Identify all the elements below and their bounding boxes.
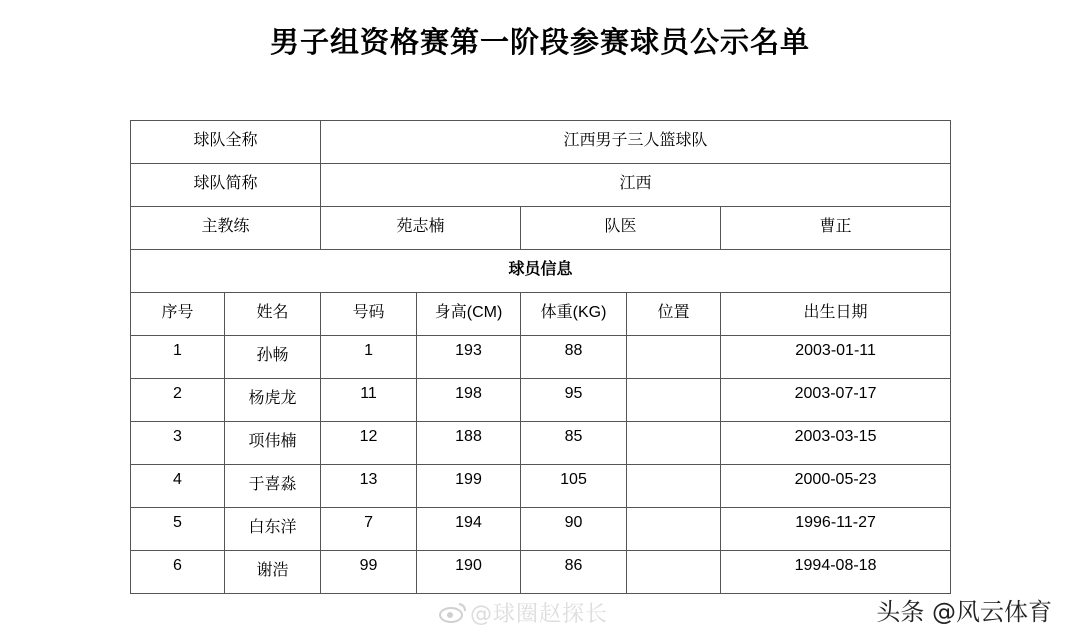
cell-birth: 2003-07-17 — [721, 379, 951, 422]
cell-index: 4 — [131, 465, 225, 508]
cell-index: 3 — [131, 422, 225, 465]
page-title: 男子组资格赛第一阶段参赛球员公示名单 — [269, 25, 810, 59]
team-short-name-label: 球队简称 — [131, 164, 321, 207]
table-row — [131, 422, 951, 465]
cell-birth: 1996-11-27 — [721, 508, 951, 551]
cell-number: 12 — [321, 422, 417, 465]
cell-number: 11 — [321, 379, 417, 422]
table-row — [131, 336, 951, 379]
doctor-name: 曹正 — [721, 207, 951, 250]
table-row — [131, 379, 951, 422]
column-header: 身高(CM) — [417, 293, 521, 336]
team-full-name-label: 球队全称 — [131, 121, 321, 164]
cell-index: 6 — [131, 551, 225, 594]
cell-position — [627, 508, 721, 551]
header-row — [131, 293, 951, 336]
column-header: 位置 — [627, 293, 721, 336]
roster-table — [130, 120, 951, 594]
staff-row — [131, 207, 951, 250]
cell-index: 1 — [131, 336, 225, 379]
column-header: 出生日期 — [721, 293, 951, 336]
table-row — [131, 551, 951, 594]
cell-height: 188 — [417, 422, 521, 465]
cell-height: 198 — [417, 379, 521, 422]
cell-birth: 2000-05-23 — [721, 465, 951, 508]
source-credit: 头条 @风云体育 — [876, 598, 1052, 626]
cell-number: 13 — [321, 465, 417, 508]
team-full-name: 江西男子三人篮球队 — [321, 121, 951, 164]
cell-birth: 2003-01-11 — [721, 336, 951, 379]
weibo-logo-icon — [437, 600, 469, 624]
cell-position — [627, 379, 721, 422]
cell-height: 199 — [417, 465, 521, 508]
cell-birth: 1994-08-18 — [721, 551, 951, 594]
cell-index: 2 — [131, 379, 225, 422]
cell-height: 193 — [417, 336, 521, 379]
cell-name: 白东洋 — [225, 508, 321, 551]
cell-height: 194 — [417, 508, 521, 551]
doctor-label: 队医 — [521, 207, 721, 250]
cell-weight: 85 — [521, 422, 627, 465]
cell-position — [627, 465, 721, 508]
cell-weight: 105 — [521, 465, 627, 508]
coach-label: 主教练 — [131, 207, 321, 250]
column-header: 序号 — [131, 293, 225, 336]
team-short-name-row — [131, 164, 951, 207]
table-row — [131, 508, 951, 551]
cell-name: 谢浩 — [225, 551, 321, 594]
cell-number: 1 — [321, 336, 417, 379]
cell-name: 于喜淼 — [225, 465, 321, 508]
coach-name: 苑志楠 — [321, 207, 521, 250]
team-full-name-row — [131, 121, 951, 164]
table-row — [131, 465, 951, 508]
cell-weight: 86 — [521, 551, 627, 594]
cell-weight: 90 — [521, 508, 627, 551]
section-row — [131, 250, 951, 293]
cell-name: 项伟楠 — [225, 422, 321, 465]
cell-position — [627, 551, 721, 594]
cell-number: 99 — [321, 551, 417, 594]
team-short-name: 江西 — [321, 164, 951, 207]
cell-birth: 2003-03-15 — [721, 422, 951, 465]
cell-index: 5 — [131, 508, 225, 551]
cell-position — [627, 422, 721, 465]
cell-position — [627, 336, 721, 379]
cell-name: 杨虎龙 — [225, 379, 321, 422]
players-section-heading: 球员信息 — [131, 250, 951, 293]
column-header: 姓名 — [225, 293, 321, 336]
cell-name: 孙畅 — [225, 336, 321, 379]
cell-weight: 88 — [521, 336, 627, 379]
cell-weight: 95 — [521, 379, 627, 422]
cell-number: 7 — [321, 508, 417, 551]
column-header: 体重(KG) — [521, 293, 627, 336]
cell-height: 190 — [417, 551, 521, 594]
watermark-text: @球圈赵探长 — [470, 602, 609, 627]
column-header: 号码 — [321, 293, 417, 336]
